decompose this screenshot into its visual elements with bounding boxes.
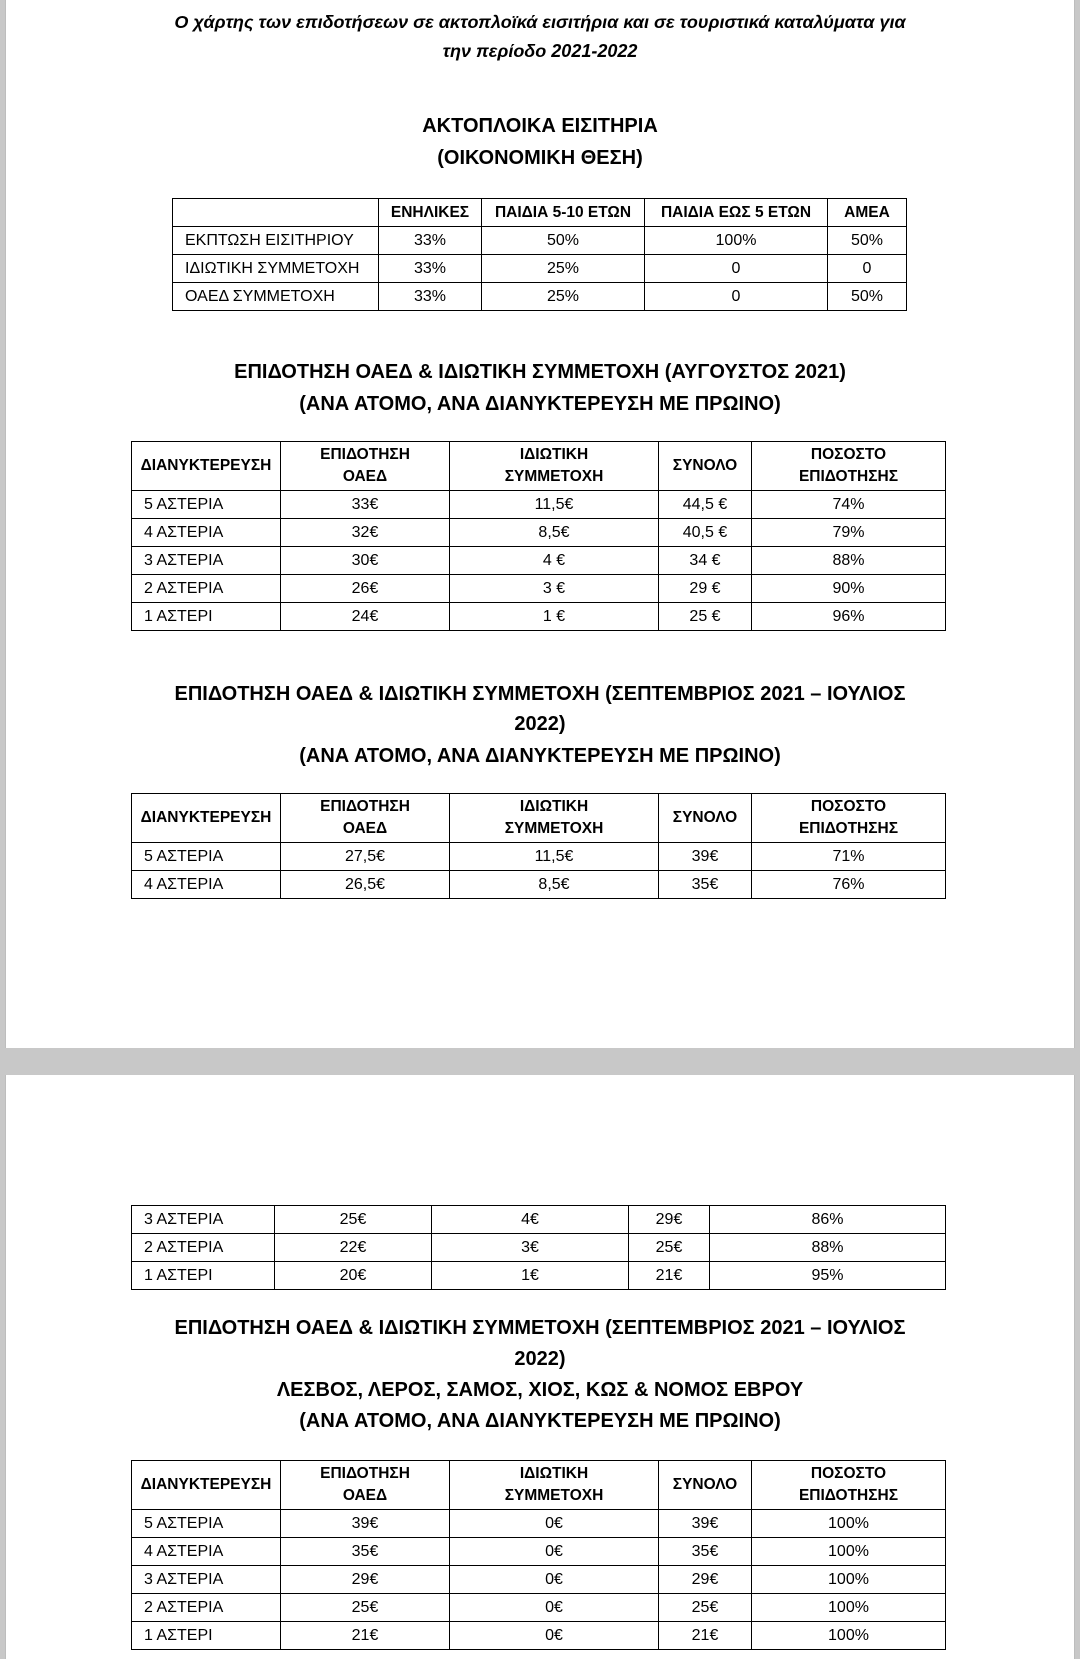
cell: 1 ΑΣΤΕΡΙ (132, 1262, 275, 1290)
table-row (173, 283, 907, 311)
cell: 39€ (281, 1510, 450, 1538)
cell: 35€ (281, 1538, 450, 1566)
header-text: ΙΔΙΩΤΙΚΗ (519, 446, 589, 463)
cell: 3 ΑΣΤΕΡΙΑ (132, 1206, 275, 1234)
table-row (132, 1206, 946, 1234)
header-text: ΕΠΙΔΟΤΗΣΗΣ (798, 1487, 899, 1504)
cell: 1€ (432, 1262, 629, 1290)
cell: 29€ (659, 1566, 752, 1594)
intro-line-2: την περίοδο 2021-2022 (442, 41, 638, 61)
september-title: ΕΠΙΔΟΤΗΣΗ ΟΑΕΔ & ΙΔΙΩΤΙΚΗ ΣΥΜΜΕΤΟΧΗ (ΣΕΠΤΕΜΒΡΙΟΣ 2021 – ΙΟΥΛΙΟΣ (174, 683, 906, 705)
col-header-percent (752, 1461, 946, 1510)
cell: 1 ΑΣΤΕΡΙ (132, 1622, 281, 1650)
cell: 88% (752, 547, 946, 575)
cell: 5 ΑΣΤΕΡΙΑ (132, 843, 281, 871)
cell: 0€ (450, 1566, 659, 1594)
header-text: ΣΥΜΜΕΤΟΧΗ (504, 1487, 604, 1504)
cell: 96% (752, 603, 946, 631)
cell: 21€ (629, 1262, 710, 1290)
august-title: ΕΠΙΔΟΤΗΣΗ ΟΑΕΔ & ΙΔΙΩΤΙΚΗ ΣΥΜΜΕΤΟΧΗ (ΑΥΓΟΥΣΤΟΣ 2021) (234, 361, 846, 383)
cell: 4 € (450, 547, 659, 575)
cell: 25€ (281, 1594, 450, 1622)
cell: 25 € (659, 603, 752, 631)
cell: 95% (710, 1262, 946, 1290)
august-subtitle: (ΑΝΑ ΑΤΟΜΟ, ΑΝΑ ΔΙΑΝΥΚΤΕΡΕΥΣΗ ΜΕ ΠΡΩΙΝΟ) (299, 393, 781, 415)
table-row (132, 547, 946, 575)
cell: 100% (752, 1594, 946, 1622)
cell: 4 ΑΣΤΕΡΙΑ (132, 1538, 281, 1566)
cell: 88% (710, 1234, 946, 1262)
islands-subtitle: (ΑΝΑ ΑΤΟΜΟ, ΑΝΑ ΔΙΑΝΥΚΤΕΡΕΥΣΗ ΜΕ ΠΡΩΙΝΟ) (299, 1410, 781, 1432)
cell: 25€ (629, 1234, 710, 1262)
september-subtitle: (ΑΝΑ ΑΤΟΜΟ, ΑΝΑ ΔΙΑΝΥΚΤΕΡΕΥΣΗ ΜΕ ΠΡΩΙΝΟ) (299, 745, 781, 767)
col-header-stay: ΔΙΑΝΥΚΤΕΡΕΥΣΗ (132, 442, 281, 491)
col-header-total: ΣΥΝΟΛΟ (659, 442, 752, 491)
cell: 100% (752, 1622, 946, 1650)
cell: 3 ΑΣΤΕΡΙΑ (132, 547, 281, 575)
cell: 40,5 € (659, 519, 752, 547)
table-row (132, 1622, 946, 1650)
cell: 0€ (450, 1510, 659, 1538)
cell: 2 ΑΣΤΕΡΙΑ (132, 1594, 281, 1622)
ferry-header: ΠΑΙΔΙΑ ΕΩΣ 5 ΕΤΩΝ (645, 199, 828, 227)
col-header-subsidy (281, 1461, 450, 1510)
header-text: ΣΥΜΜΕΤΟΧΗ (504, 820, 604, 837)
islands-title-cont: 2022) (514, 1348, 566, 1370)
header-text: ΙΔΙΩΤΙΚΗ (519, 798, 589, 815)
table-row (132, 843, 946, 871)
table-row (132, 603, 946, 631)
islands-region: ΛΕΣΒΟΣ, ΛΕΡΟΣ, ΣΑΜΟΣ, ΧΙΟΣ, ΚΩΣ & ΝΟΜΟΣ ΕΒΡΟΥ (276, 1379, 804, 1401)
header-text: ΟΑΕΔ (342, 1487, 388, 1504)
col-header-subsidy (281, 442, 450, 491)
header-text: ΙΔΙΩΤΙΚΗ (519, 1465, 589, 1482)
cell: 100% (752, 1510, 946, 1538)
september-table-continued (131, 1205, 946, 1290)
cell: 27,5€ (281, 843, 450, 871)
ferry-header: ΕΝΗΛΙΚΕΣ (379, 199, 482, 227)
ferry-table (172, 198, 907, 311)
col-header-subsidy (281, 794, 450, 843)
ferry-cell: 50% (828, 283, 907, 311)
ferry-cell: 0 (645, 255, 828, 283)
ferry-cell: 0 (828, 255, 907, 283)
cell: 29€ (629, 1206, 710, 1234)
col-header-stay: ΔΙΑΝΥΚΤΕΡΕΥΣΗ (132, 1461, 281, 1510)
table-row (173, 227, 907, 255)
ferry-header: ΠΑΙΔΙΑ 5-10 ΕΤΩΝ (482, 199, 645, 227)
col-header-private (450, 442, 659, 491)
cell: 2 ΑΣΤΕΡΙΑ (132, 575, 281, 603)
cell: 8,5€ (450, 519, 659, 547)
cell: 20€ (275, 1262, 432, 1290)
cell: 35€ (659, 1538, 752, 1566)
cell: 4 ΑΣΤΕΡΙΑ (132, 519, 281, 547)
ferry-cell: ΕΚΠΤΩΣΗ ΕΙΣΙΤΗΡΙΟΥ (173, 227, 379, 255)
cell: 71% (752, 843, 946, 871)
header-text: ΟΑΕΔ (342, 820, 388, 837)
col-header-private (450, 1461, 659, 1510)
col-header-private (450, 794, 659, 843)
header-text: ΕΠΙΔΟΤΗΣΗΣ (798, 820, 899, 837)
cell: 4€ (432, 1206, 629, 1234)
cell: 26,5€ (281, 871, 450, 899)
cell: 33€ (281, 491, 450, 519)
table-row (132, 1234, 946, 1262)
cell: 32€ (281, 519, 450, 547)
header-text: ΕΠΙΔΟΤΗΣΗΣ (798, 468, 899, 485)
col-header-percent (752, 794, 946, 843)
header-text: ΠΟΣΟΣΤΟ (810, 1465, 887, 1482)
ferry-cell: ΙΔΙΩΤΙΚΗ ΣΥΜΜΕΤΟΧΗ (173, 255, 379, 283)
cell: 5 ΑΣΤΕΡΙΑ (132, 491, 281, 519)
ferry-cell: 25% (482, 283, 645, 311)
cell: 11,5€ (450, 491, 659, 519)
cell: 26€ (281, 575, 450, 603)
header-text: ΠΟΣΟΣΤΟ (810, 446, 887, 463)
ferry-title: ΑΚΤΟΠΛΟΙΚΑ ΕΙΣΙΤΗΡΙΑ (422, 115, 658, 137)
cell: 35€ (659, 871, 752, 899)
ferry-header: ΑΜΕΑ (828, 199, 907, 227)
cell: 39€ (659, 1510, 752, 1538)
col-header-total: ΣΥΝΟΛΟ (659, 794, 752, 843)
ferry-header-empty (173, 199, 379, 227)
cell: 3 € (450, 575, 659, 603)
ferry-cell: 33% (379, 255, 482, 283)
cell: 24€ (281, 603, 450, 631)
ferry-cell: 50% (482, 227, 645, 255)
ferry-cell: 33% (379, 283, 482, 311)
table-row (132, 1566, 946, 1594)
cell: 25€ (659, 1594, 752, 1622)
header-text: ΕΠΙΔΟΤΗΣΗ (320, 446, 410, 463)
table-row (132, 1262, 946, 1290)
cell: 30€ (281, 547, 450, 575)
cell: 44,5 € (659, 491, 752, 519)
ferry-cell: ΟΑΕΔ ΣΥΜΜΕΤΟΧΗ (173, 283, 379, 311)
september-table (131, 793, 946, 899)
cell: 3€ (432, 1234, 629, 1262)
islands-title: ΕΠΙΔΟΤΗΣΗ ΟΑΕΔ & ΙΔΙΩΤΙΚΗ ΣΥΜΜΕΤΟΧΗ (ΣΕΠΤΕΜΒΡΙΟΣ 2021 – ΙΟΥΛΙΟΣ (174, 1317, 906, 1339)
header-text: ΟΑΕΔ (342, 468, 388, 485)
islands-table (131, 1460, 946, 1650)
cell: 29 € (659, 575, 752, 603)
ferry-cell: 100% (645, 227, 828, 255)
cell: 100% (752, 1538, 946, 1566)
table-row (132, 1538, 946, 1566)
intro-line-1: Ο χάρτης των επιδοτήσεων σε ακτοπλοϊκά εισιτήρια και σε τουριστικά καταλύματα για (174, 12, 906, 32)
ferry-cell: 25% (482, 255, 645, 283)
cell: 29€ (281, 1566, 450, 1594)
cell: 76% (752, 871, 946, 899)
table-row (132, 1594, 946, 1622)
cell: 22€ (275, 1234, 432, 1262)
cell: 0€ (450, 1622, 659, 1650)
cell: 0€ (450, 1594, 659, 1622)
cell: 5 ΑΣΤΕΡΙΑ (132, 1510, 281, 1538)
august-table (131, 441, 946, 631)
cell: 1 ΑΣΤΕΡΙ (132, 603, 281, 631)
cell: 90% (752, 575, 946, 603)
cell: 21€ (659, 1622, 752, 1650)
cell: 21€ (281, 1622, 450, 1650)
table-row (132, 871, 946, 899)
cell: 86% (710, 1206, 946, 1234)
col-header-percent (752, 442, 946, 491)
cell: 79% (752, 519, 946, 547)
table-row (132, 1510, 946, 1538)
col-header-stay: ΔΙΑΝΥΚΤΕΡΕΥΣΗ (132, 794, 281, 843)
cell: 11,5€ (450, 843, 659, 871)
cell: 39€ (659, 843, 752, 871)
table-row (132, 519, 946, 547)
cell: 25€ (275, 1206, 432, 1234)
header-text: ΕΠΙΔΟΤΗΣΗ (320, 798, 410, 815)
cell: 8,5€ (450, 871, 659, 899)
cell: 34 € (659, 547, 752, 575)
table-row (132, 575, 946, 603)
table-row (132, 491, 946, 519)
header-text: ΠΟΣΟΣΤΟ (810, 798, 887, 815)
cell: 2 ΑΣΤΕΡΙΑ (132, 1234, 275, 1262)
september-title-cont: 2022) (514, 713, 566, 735)
cell: 1 € (450, 603, 659, 631)
cell: 74% (752, 491, 946, 519)
col-header-total: ΣΥΝΟΛΟ (659, 1461, 752, 1510)
header-text: ΣΥΜΜΕΤΟΧΗ (504, 468, 604, 485)
ferry-cell: 0 (645, 283, 828, 311)
cell: 3 ΑΣΤΕΡΙΑ (132, 1566, 281, 1594)
ferry-cell: 50% (828, 227, 907, 255)
cell: 4 ΑΣΤΕΡΙΑ (132, 871, 281, 899)
header-text: ΕΠΙΔΟΤΗΣΗ (320, 1465, 410, 1482)
ferry-subtitle: (ΟΙΚΟΝΟΜΙΚΗ ΘΕΣΗ) (437, 147, 643, 169)
cell: 100% (752, 1566, 946, 1594)
table-row (173, 255, 907, 283)
ferry-cell: 33% (379, 227, 482, 255)
cell: 0€ (450, 1538, 659, 1566)
